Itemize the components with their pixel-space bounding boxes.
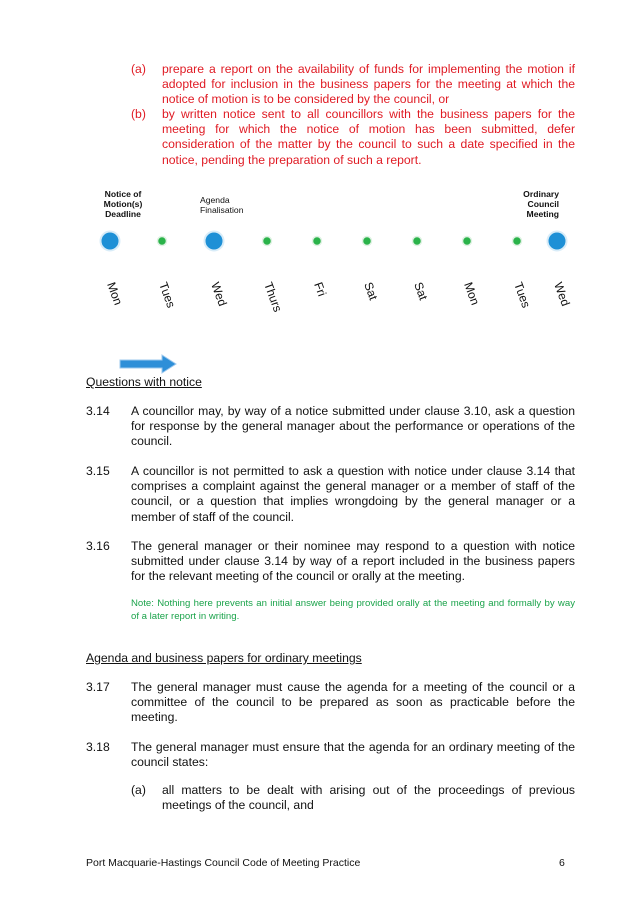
clause-text: A councillor may, by way of a notice submitted under clause 3.10, ask a question for response by the general manager about the performance or operations of the council. xyxy=(131,404,575,449)
day-label: Thurs xyxy=(261,280,285,314)
svg-text:AgendaFinalisation xyxy=(200,195,244,215)
clause-text: The general manager must cause the agenda for a meeting of the council or a committee of the council to be prepared as soon as practicable before the meeting. xyxy=(131,680,575,725)
item-a-label: (a) xyxy=(131,62,146,76)
milestone-label-line: Council xyxy=(527,199,559,209)
sub-item-text: all matters to be dealt with arising out of the proceedings of previous meetings of the council, and xyxy=(162,783,575,813)
clause-number: 3.17 xyxy=(86,680,110,694)
day-label: Tues xyxy=(156,280,179,310)
milestone-label-line: Deadline xyxy=(105,209,141,219)
day-label: Mon xyxy=(104,280,126,307)
clause-text: The general manager must ensure that the agenda for an ordinary meeting of the council states: xyxy=(131,740,575,770)
milestone-label-line: Motion(s) xyxy=(103,199,143,209)
sub-item-label: (a) xyxy=(131,783,146,797)
svg-text:Notice ofMotion(s)Deadline xyxy=(104,189,143,219)
day-marker-minor xyxy=(463,237,472,246)
day-marker-minor xyxy=(513,237,522,246)
clause-number: 3.16 xyxy=(86,539,110,553)
milestone-label-line: Ordinary xyxy=(523,189,559,199)
arrow-right-icon xyxy=(120,355,176,373)
note-text: Note: Nothing here prevents an initial answer being provided orally at the meeting and formally by way of a later report in writing. xyxy=(131,598,575,622)
milestone-label-line: Agenda xyxy=(200,195,230,205)
day-label: Mon xyxy=(461,280,483,307)
milestone-marker-major xyxy=(205,232,224,251)
milestone-marker-major xyxy=(548,232,567,251)
day-marker-minor xyxy=(313,237,322,246)
page-number: 6 xyxy=(559,857,565,869)
clause-text: The general manager or their nominee may respond to a question with notice submitted under clause 3.14 by way of a report included in the business papers for the relevant meeting of the council or orally at the meeting. xyxy=(131,539,575,584)
day-label: Tues xyxy=(511,280,534,310)
day-label: Sat xyxy=(411,280,431,302)
footer-title: Port Macquarie-Hastings Council Code of Meeting Practice xyxy=(86,857,361,869)
milestone-label-agenda-finalisation xyxy=(200,195,244,215)
milestone-label-line: Notice of xyxy=(104,189,142,199)
item-a-text: prepare a report on the availability of funds for implementing the motion if adopted for inclusion in the business papers for the meeting at which the notice of motion is to be considered by the council, or xyxy=(162,62,575,107)
day-marker-minor xyxy=(413,237,422,246)
milestone-marker-major xyxy=(101,232,120,251)
milestone-label-line: Meeting xyxy=(526,209,559,219)
day-label: Wed xyxy=(208,280,230,309)
clause-number: 3.18 xyxy=(86,740,110,754)
day-label: Wed xyxy=(551,280,573,309)
day-label: Sat xyxy=(361,280,381,302)
meeting-timeline-diagram xyxy=(0,180,642,380)
day-marker-minor xyxy=(158,237,167,246)
day-label: Fri xyxy=(311,280,330,299)
day-marker-minor xyxy=(263,237,272,246)
day-marker-minor xyxy=(363,237,372,246)
milestone-label-line: Finalisation xyxy=(200,205,244,215)
item-b-text: by written notice sent to all councillors with the business papers for the meeting for which the notice of motion has been submitted, defer consideration of the matter by the council to such a date specified in the notice, pending the preparation of such a report. xyxy=(162,107,575,167)
milestone-label-ordinary-council-meeting xyxy=(523,189,559,219)
section-heading-questions: Questions with notice xyxy=(86,375,202,389)
section-heading-agenda: Agenda and business papers for ordinary meetings xyxy=(86,651,362,665)
clause-number: 3.15 xyxy=(86,464,110,478)
svg-text:OrdinaryCouncilMeeting xyxy=(523,189,559,219)
milestone-label-notice-deadline xyxy=(104,189,143,219)
clause-text: A councillor is not permitted to ask a question with notice under clause 3.14 that comprises a complaint against the general manager or a member of staff of the council, or a question that implies wrongdoing by the general manager or a member of staff of the council. xyxy=(131,464,575,524)
item-b-label: (b) xyxy=(131,107,146,121)
clause-number: 3.14 xyxy=(86,404,110,418)
